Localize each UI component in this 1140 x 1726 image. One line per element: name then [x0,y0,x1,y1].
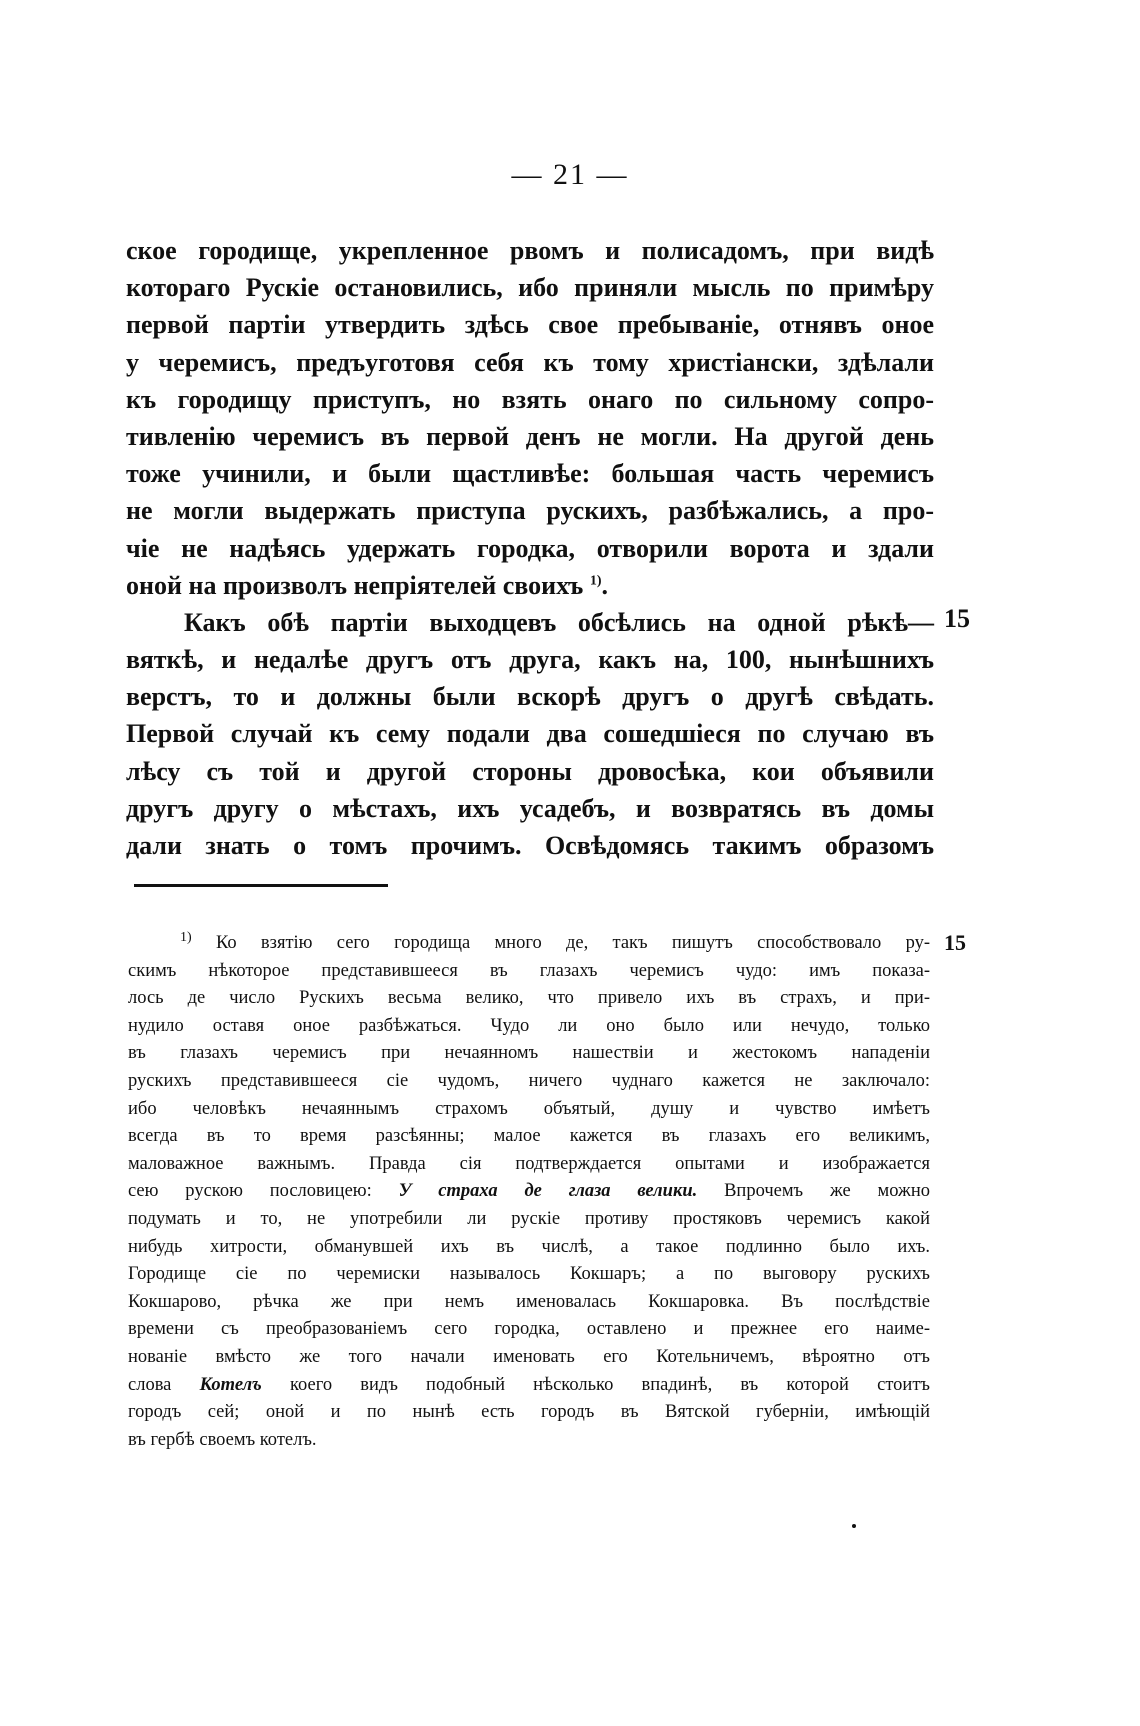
footnote-line [128,1372,930,1400]
text-line: вяткѣ, и недалѣе другъ отъ друга, какъ на, 100, нынѣшнихъ [126,645,934,675]
footnote-line-part: сею рускою пословицею: [128,1181,372,1202]
text-line: оной на произволъ непріятелей своихъ $^{1)}$. [126,570,608,600]
footnote-margin-number: 15 [944,930,966,955]
footnote-line: рускихъ представившееся сіе чудомъ, ничего чуднаго кажется не заключало: [128,1070,930,1091]
footnote-line-part: Ко взятію сего городища много де, такъ пишутъ способствовало ру- [215,933,930,953]
footnote-marker: 1) [180,929,192,945]
footnote [128,930,930,1454]
footnote-line: времени съ преобразованіемъ сего городка, оставлено и прежнее его наиме- [128,1319,930,1340]
footnote-line: нованіе вмѣсто же того начали именовать его Котельничемъ, вѣроятно отъ [128,1346,930,1367]
footnote-line: скимъ нѣкоторое представившееся въ глазахъ черемисъ чудо: имъ показа- [128,960,930,981]
text-line: ское городище, укрепленное рвомъ и полисадомъ, при видѣ [126,236,934,265]
text-line: верстъ, то и должны были вскорѣ другъ о другѣ свѣдать. [126,682,934,712]
main-text [126,232,934,864]
text-line: котораго Рускіе остановились, ибо приняли мысль по примѣру [126,273,934,303]
footnote-line: въ глазахъ черемисъ при нечаянномъ нашествіи и жестокомъ нападеніи [128,1043,930,1064]
footnote-line: Кокшарово, рѣчка же при немъ именовалась Кокшаровка. Въ послѣдствіе [128,1291,930,1312]
page-number: — 21 — [511,158,629,191]
text-line: тивленію черемисъ въ первой денъ не могли. На другой день [126,421,934,451]
text-line: у черемисъ, предъуготовя себя къ тому христіански, здѣлали [126,347,934,377]
footnote-line-part: Впрочемъ же можно [724,1181,930,1202]
text-line: дали знать о томъ прочимъ. Освѣдомясь такимъ образомъ [126,831,934,860]
text-line: чіе не надѣясь удержать городка, отворили ворота и здали [126,533,934,563]
footnote-line-part: слова [128,1374,172,1395]
footnote-line: въ гербѣ своемъ котелъ. [128,1429,317,1450]
footnote-line-part: коего видъ подобный нѣсколько впадинѣ, въ которой стоитъ [289,1374,930,1395]
proverb: У страха де глаза велики. [398,1181,698,1202]
footnote-line: нудило оставя оное разбѣжаться. Чудо ли оно было или нечудо, только [128,1015,930,1036]
text-line-part: оной на произволъ непріятелей своихъ [126,570,584,600]
stray-dot [852,1524,856,1528]
footnote-line [128,1178,930,1206]
footnote-reference: 1) [589,573,602,589]
margin-line-number: 15 [944,604,970,633]
text-line: первой партіи утвердить здѣсь свое пребываніе, отнявъ оное [126,310,934,340]
footnote-line: нибудь хитрости, обманувшей ихъ въ числѣ, а такое подлинно было ихъ. [128,1236,930,1257]
footnote-line: городъ сей; оной и по нынѣ есть городъ въ Вятской губерніи, имѣющій [128,1402,930,1423]
text-line: не могли выдержать приступа рускихъ, разбѣжались, а про- [126,496,934,526]
footnote-line: Городище сіе по черемиски называлось Кокшаръ; а по выговору рускихъ [128,1264,930,1285]
text-line: другъ другу о мѣстахъ, ихъ усадебъ, и возвратясь въ домы [126,793,934,823]
text-line: Какъ обѣ партіи выходцевъ обсѣлись на одной рѣкѣ— [184,607,934,637]
text-line: Первой случай къ сему подали два сошедшіеся по случаю въ [126,719,934,749]
footnote-line [128,930,930,958]
footnote-line: маловажное важнымъ. Правда сія подтверждается опытами и изображается [128,1153,930,1174]
emphasized-word: Котелъ [199,1374,262,1395]
footnote-line: всегда въ то время разсѣянны; малое кажется въ глазахъ его великимъ, [128,1126,930,1147]
footnote-line: подумать и то, не употребили ли рускіе противу простяковъ черемисъ какой [128,1208,930,1229]
text-line: тоже учинили, и были щастливѣе: большая часть черемисъ [126,459,934,489]
footnote-line: лось де число Рускихъ весьма велико, что привело ихъ въ страхъ, и при- [128,988,930,1009]
footnote-divider [134,884,388,887]
text-line: лѣсу съ той и другой стороны дровосѣка, кои объявили [126,756,934,786]
footnote-line: ибо человѣкъ нечаяннымъ страхомъ объятый, душу и чувство имѣетъ [128,1098,930,1119]
text-line: къ городищу приступъ, но взять онаго по сильному сопро- [126,384,934,414]
